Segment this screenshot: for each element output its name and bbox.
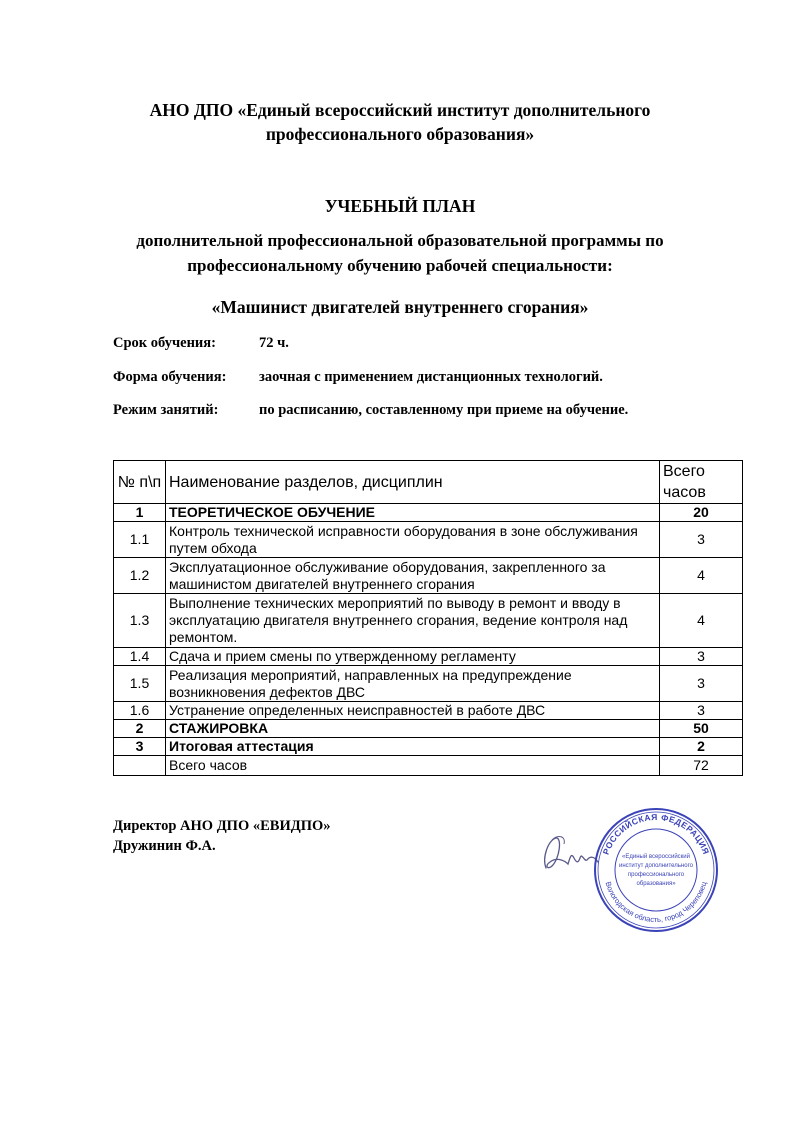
row-name: Контроль технической исправности оборудования в зоне обслуживания путем обхода <box>166 522 660 558</box>
row-name: СТАЖИРОВКА <box>166 720 660 738</box>
row-hours: 50 <box>660 720 743 738</box>
row-name: Итоговая аттестация <box>166 738 660 756</box>
row-hours: 2 <box>660 738 743 756</box>
row-number: 3 <box>114 738 166 756</box>
row-number: 1.3 <box>114 594 166 648</box>
organization-header <box>0 98 800 146</box>
table-row <box>114 702 743 720</box>
row-hours: 4 <box>660 594 743 648</box>
row-name: Эксплуатационное обслуживание оборудования, закрепленного за машинистом двигателей внутреннего сгорания <box>166 558 660 594</box>
row-hours: 3 <box>660 666 743 702</box>
form-label: Форма обучения: <box>113 369 227 385</box>
row-hours: 4 <box>660 558 743 594</box>
stamp-outer-bottom-text: Вологодская область, город Череповец <box>603 880 709 925</box>
row-hours: 20 <box>660 504 743 522</box>
signatory-name: Дружинин Ф.А. <box>113 838 216 854</box>
row-name: Реализация мероприятий, направленных на предупреждение возникновения дефектов ДВС <box>166 666 660 702</box>
schedule-row <box>113 402 628 419</box>
table-row <box>114 720 743 738</box>
table-row <box>114 648 743 666</box>
header-hours: Всего часов <box>660 461 743 504</box>
row-number: 1.5 <box>114 666 166 702</box>
duration-row <box>113 335 289 352</box>
schedule-label: Режим занятий: <box>113 402 219 418</box>
official-stamp <box>592 806 720 934</box>
table-row <box>114 504 743 522</box>
header-name: Наименование разделов, дисциплин <box>166 461 660 504</box>
table-row <box>114 738 743 756</box>
row-number: 1.2 <box>114 558 166 594</box>
org-name-line1: АНО ДПО «Единый всероссийский институт дополнительного <box>149 100 651 120</box>
org-name-line2: профессионального образования» <box>265 124 535 144</box>
row-number: 1.1 <box>114 522 166 558</box>
stamp-outer-top-text: РОССИЙСКАЯ ФЕДЕРАЦИЯ <box>600 811 712 856</box>
document-subtitle <box>0 228 800 278</box>
table-row <box>114 756 743 776</box>
stamp-inner-line: профессионального <box>627 872 685 878</box>
table-row <box>114 522 743 558</box>
row-number: 1.4 <box>114 648 166 666</box>
row-name: Устранение определенных неисправностей в работе ДВС <box>166 702 660 720</box>
row-number: 1 <box>114 504 166 522</box>
table-header-row <box>114 461 743 504</box>
signatory-title: Директор АНО ДПО «ЕВИДПО» <box>113 818 331 834</box>
duration-value: 72 ч. <box>259 335 289 351</box>
curriculum-table <box>113 460 743 776</box>
row-hours: 3 <box>660 648 743 666</box>
table-row <box>114 594 743 648</box>
table-row <box>114 666 743 702</box>
stamp-inner-line: институт дополнительного <box>619 863 693 869</box>
signatory-block <box>113 816 331 856</box>
program-name: «Машинист двигателей внутреннего сгорания» <box>211 297 589 317</box>
row-hours: 3 <box>660 522 743 558</box>
form-value: заочная с применением дистанционных технологий. <box>259 369 603 385</box>
row-number <box>114 756 166 776</box>
row-number: 1.6 <box>114 702 166 720</box>
row-number: 2 <box>114 720 166 738</box>
table-row <box>114 558 743 594</box>
table-body <box>114 504 743 776</box>
schedule-value: по расписанию, составленному при приеме на обучение. <box>259 402 629 418</box>
row-name: Всего часов <box>166 756 660 776</box>
row-name: Выполнение технических мероприятий по выводу в ремонт и вводу в эксплуатацию двигателя внутреннего сгорания, ведение контроля над ремонтом. <box>166 594 660 648</box>
duration-label: Срок обучения: <box>113 335 216 351</box>
row-hours: 3 <box>660 702 743 720</box>
document-title: УЧЕБНЫЙ ПЛАН <box>324 196 476 216</box>
header-number: № п\п <box>114 461 166 504</box>
subtitle-line1: дополнительной профессиональной образовательной программы по <box>136 231 664 250</box>
stamp-inner-line: образования» <box>636 881 676 887</box>
row-name: Сдача и прием смены по утвержденному регламенту <box>166 648 660 666</box>
form-row <box>113 369 603 386</box>
subtitle-line2: профессиональному обучению рабочей специальности: <box>187 256 613 275</box>
row-name: ТЕОРЕТИЧЕСКОЕ ОБУЧЕНИЕ <box>166 504 660 522</box>
row-hours: 72 <box>660 756 743 776</box>
svg-text:РОССИЙСКАЯ ФЕДЕРАЦИЯ <box>601 812 712 856</box>
stamp-inner-line: «Единый всероссийский <box>622 854 690 860</box>
